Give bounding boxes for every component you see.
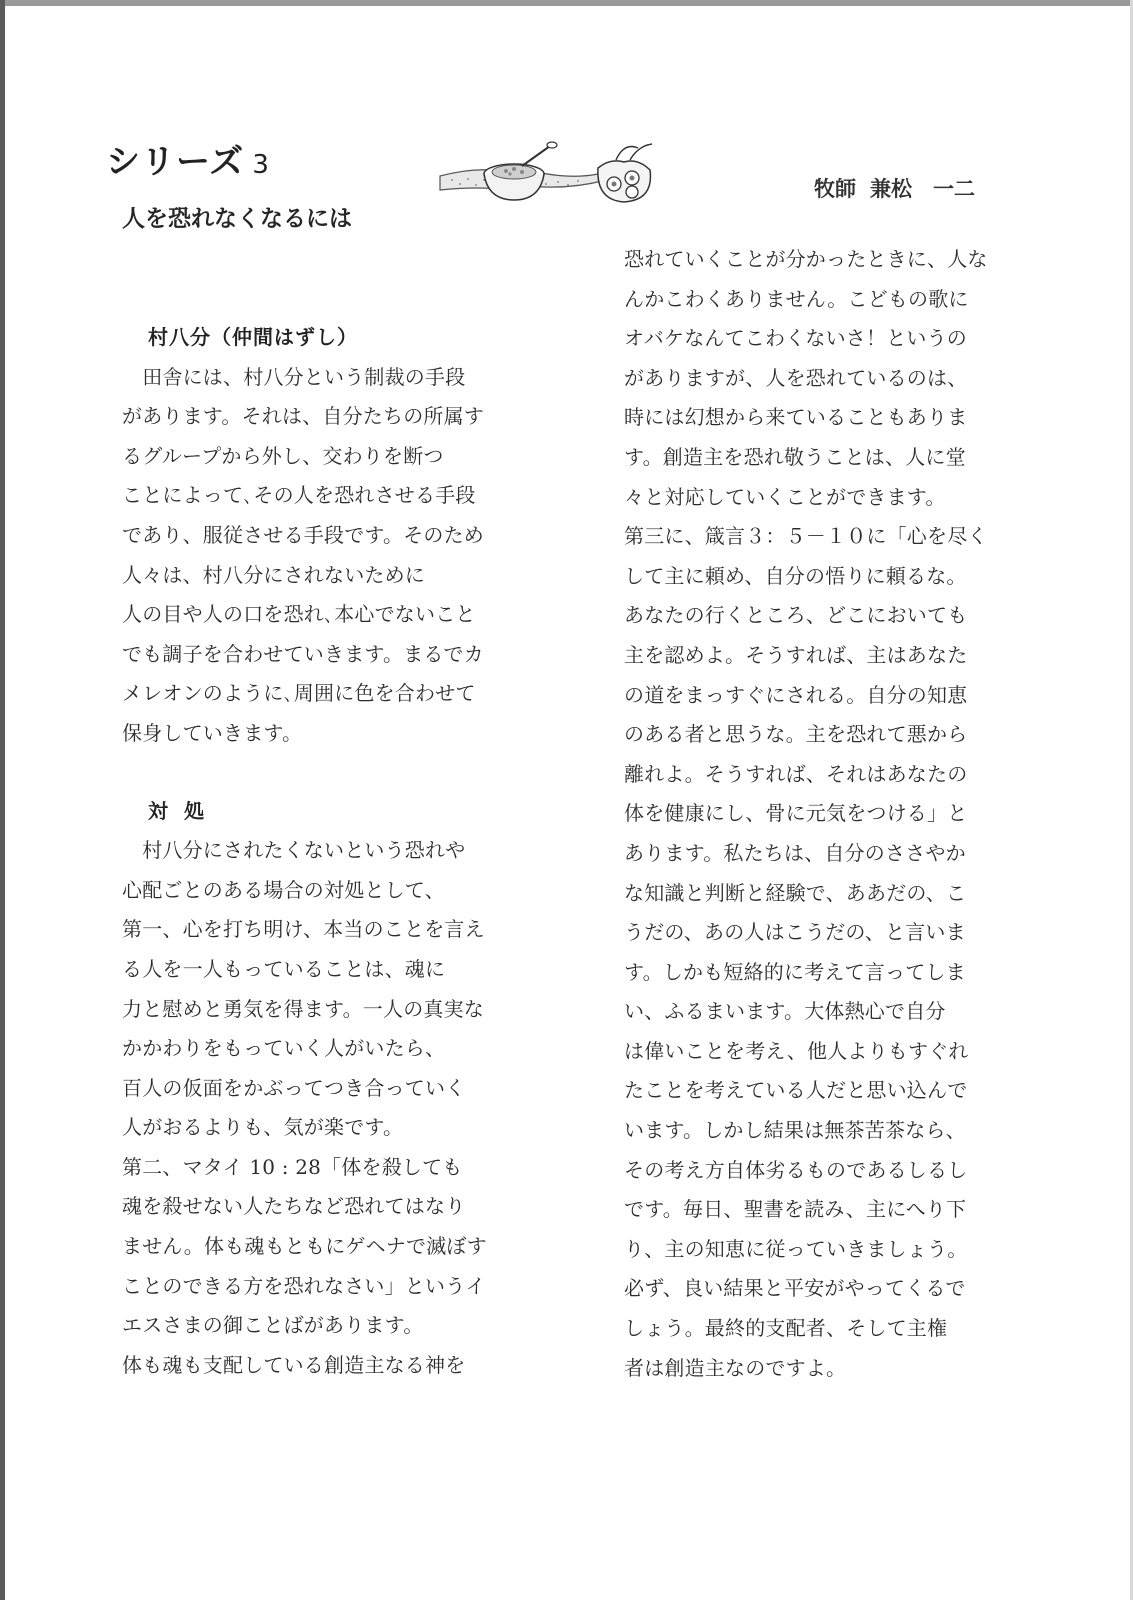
series-number: 3	[252, 150, 270, 180]
text-line: 体も魂も支配している創造主なる神を	[122, 1352, 466, 1377]
text-line: す。しかも短絡的に考えて言ってしま	[624, 959, 966, 984]
food-bowls-icon	[438, 140, 663, 206]
text-line: 者は創造主なのですよ。	[624, 1355, 847, 1380]
text-line: して主に頼め、自分の悟りに頼るな。	[624, 563, 967, 588]
text-line: 心配ごとのある場合の対処として、	[122, 877, 445, 902]
text-line: しょう。最終的支配者、そして主権	[624, 1316, 948, 1341]
text-line: メレオンのように､周囲に色を合わせて	[122, 681, 476, 706]
section-gap	[122, 754, 534, 792]
left-column	[122, 318, 534, 1385]
text-line: るグループから外し、交わりを断つ	[122, 443, 444, 468]
text-line: があります。それは、自分たちの所属す	[122, 404, 484, 429]
text-line: 魂を殺せない人たちなど恐れてはなり	[122, 1194, 466, 1219]
text-line: 保身していきます。	[122, 720, 303, 745]
text-line: でも調子を合わせていきます。まるでカ	[122, 641, 484, 666]
text-line: あなたの行くところ、どこにおいても	[624, 603, 968, 628]
text-line: 第二、マタイ 10 : 28「体を殺しても	[122, 1154, 463, 1179]
text-line: 恐れていくことが分かったときに、人な	[624, 247, 988, 271]
text-line: 体を健康にし、骨に元気をつける」と	[624, 801, 968, 826]
text-line: 必ず、良い結果と平安がやってくるで	[624, 1276, 966, 1301]
text-line: ことのできる方を恐れなさい」というイ	[122, 1273, 486, 1298]
text-line: な知識と判断と経験で、ああだの、こ	[624, 880, 967, 905]
scan-edge-left	[0, 0, 5, 1600]
text-line: エスさまの御ことばがあります。	[122, 1313, 424, 1338]
text-line: 主を認めよ。そうすれば、主はあなた	[624, 642, 968, 667]
text-line: その考え方自体劣るものであるしるし	[624, 1157, 968, 1182]
series-label: シリーズ	[106, 142, 245, 182]
text-line: がありますが、人を恐れているのは、	[624, 365, 968, 390]
author-title: 牧師	[814, 177, 856, 201]
text-line: ことによって､その人を恐れさせる手段	[122, 483, 476, 508]
text-line: 百人の仮面をかぶってつき合っていく	[122, 1075, 466, 1100]
text-line: うだの、あの人はこうだの、と言いま	[624, 920, 966, 945]
section-heading: 村八分（仲間はずし）	[148, 325, 358, 349]
article-subtitle: 人を恐れなくなるには	[122, 206, 352, 232]
text-line: です。毎日、聖書を読み、主にへり下	[624, 1197, 967, 1222]
text-line: 村八分にされたくないという恐れや	[122, 838, 466, 863]
text-line: んかこわくありません。こどもの歌に	[624, 286, 969, 311]
text-line: 力と慰めと勇気を得ます。一人の真実な	[122, 996, 484, 1021]
text-line: り、主の知恵に従っていきましょう。	[624, 1236, 968, 1261]
section-heading: 対処	[148, 798, 220, 823]
text-line: 離れよ。そうすれば、それはあなたの	[624, 761, 968, 786]
text-line: る人を一人もっていることは、魂に	[122, 956, 446, 981]
right-column	[624, 240, 1036, 1388]
text-line: す。創造主を恐れ敬うことは、人に堂	[624, 444, 966, 469]
text-line: かかわりをもっていく人がいたら、	[122, 1036, 446, 1061]
text-line: 人がおるよりも、気が楽です。	[122, 1115, 404, 1140]
author	[814, 173, 989, 203]
text-line: 第一、心を打ち明け、本当のことを言え	[122, 917, 485, 942]
scan-edge-top	[0, 0, 1133, 6]
text-line: ません。体も魂もともにゲヘナで滅ぼす	[122, 1234, 487, 1259]
text-line: のある者と思うな。主を恐れて悪から	[624, 722, 968, 747]
text-line: であり、服従させる手段です。そのため	[122, 522, 484, 547]
text-line: の道をまっすぐにされる。自分の知恵	[624, 682, 968, 707]
text-line: います。しかし結果は無茶苦茶なら、	[624, 1118, 966, 1143]
text-line: 々と対応していくことができます。	[624, 484, 946, 509]
text-line: は偉いことを考え、他人よりもすぐれ	[624, 1038, 969, 1063]
text-line: 人々は、村八分にされないために	[122, 562, 425, 587]
author-name: 兼松 一二	[870, 177, 975, 201]
text-line: 人の目や人の口を恐れ､本心でないこと	[122, 602, 476, 627]
text-line: たことを考えている人だと思い込んで	[624, 1078, 968, 1103]
text-line: 時には幻想から来ていることもありま	[624, 405, 968, 430]
text-line: あります。私たちは、自分のささやか	[624, 840, 966, 865]
text-line: い、ふるまいます。大体熱心で自分	[624, 999, 946, 1024]
text-line: オバケなんてこわくないさ！というの	[624, 326, 967, 351]
text-line: 田舎には、村八分という制裁の手段	[122, 364, 466, 389]
text-line: 第三に、箴言３：５－１０に「心を尽く	[624, 524, 988, 549]
series-title	[106, 134, 270, 183]
